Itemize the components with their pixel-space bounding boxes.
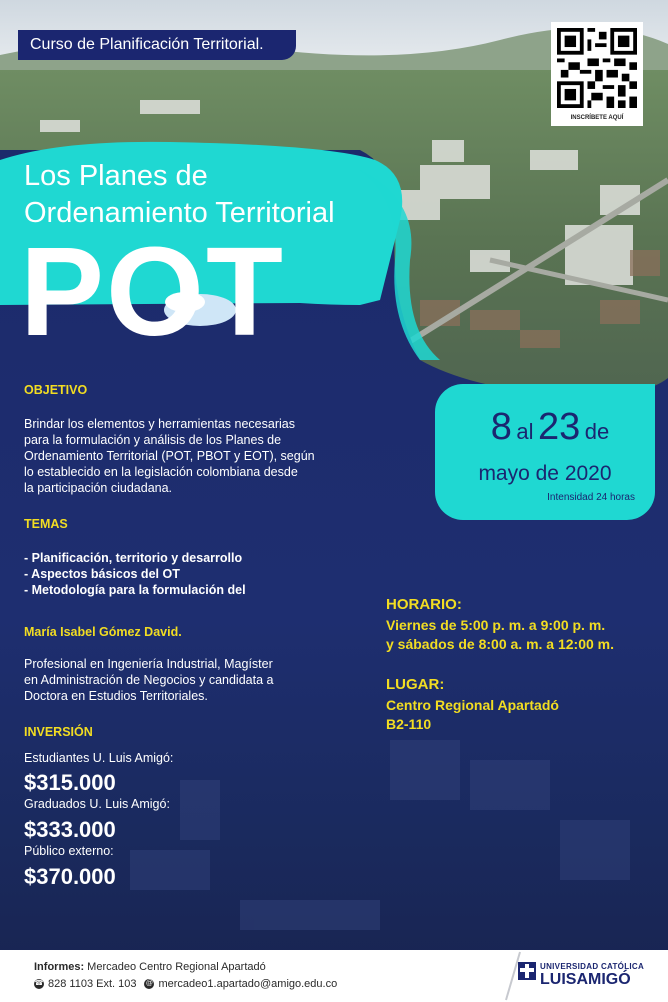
logo-main: LUISAMIGÓ [540,971,631,988]
title-line-2: Ordenamiento Territorial [24,197,335,229]
qr-code[interactable] [551,22,643,126]
schedule-line: y sábados de 8:00 a. m. a 12:00 m. [386,636,615,652]
speaker-bio-line: en Administración de Negocios y candidata a [24,673,274,687]
investment-price: $315.000 [24,770,116,795]
footer-phone[interactable]: 828 1103 Ext. 103 [48,978,137,990]
course-banner [18,30,296,60]
location-line: B2-110 [386,716,432,732]
location-text [386,696,559,734]
objective-line: Ordenamiento Territorial (POT, PBOT y EOT), según [24,449,315,463]
schedule-text [386,616,614,654]
date-suffix: de [584,419,610,444]
qr-caption: INSCRÍBETE AQUÍ [570,115,624,121]
date-intensity: Intensidad 24 horas [547,492,635,503]
objective-line: para la formulación y análisis de los Planes de [24,433,282,447]
date-end: 23 [537,406,581,448]
footer-email[interactable]: mercadeo1.apartado@amigo.edu.co [158,978,338,990]
logo-top: UNIVERSIDAD CATÓLICA [540,962,645,971]
objective-line: Brindar los elementos y herramientas necesarias [24,417,295,431]
logo-emblem-icon [518,962,536,980]
topic-item: - Metodología para la formulación del [24,583,246,597]
footer-info [34,961,266,973]
location-label: LUGAR: [386,676,445,693]
qr-icon [557,28,637,108]
email-icon: @ [145,980,154,987]
topic-item: - Planificación, territorio y desarrollo [24,551,243,565]
topics-list [24,550,344,598]
course-title: Curso de Planificación Territorial. [30,36,264,53]
date-connector: al [516,419,534,444]
investment-price: $370.000 [24,864,116,889]
phone-icon: ☎ [34,980,44,987]
schedule-label: HORARIO: [386,596,462,613]
speaker-name: María Isabel Gómez David. [24,625,182,639]
objective-text [24,416,344,496]
speaker-bio-line: Doctora en Estudios Territoriales. [24,689,208,703]
date-start: 8 [490,406,512,448]
investment-audience: Graduados U. Luis Amigó: [24,797,170,811]
title-acronym: POT [20,221,286,362]
topic-item: - Aspectos básicos del OT [24,567,180,581]
investment-audience: Público externo: [24,844,114,858]
footer-contacts [34,978,337,990]
investment-label: INVERSIÓN [24,725,93,739]
objective-label: OBJETIVO [24,383,88,397]
speaker-bio [24,656,344,704]
footer-info-label: Informes: [34,961,85,973]
date-badge [435,384,655,520]
investment-audience: Estudiantes U. Luis Amigó: [24,751,174,765]
topics-label: TEMAS [24,517,68,531]
speaker-bio-line: Profesional en Ingeniería Industrial, Magíster [24,657,273,671]
date-range [455,406,645,449]
schedule-line: Viernes de 5:00 p. m. a 9:00 p. m. [386,617,606,633]
objective-line: la participación ciudadana. [24,481,173,495]
footer-info-text: Mercadeo Centro Regional Apartadó [84,961,266,973]
university-logo [518,958,658,994]
location-line: Centro Regional Apartadó [386,697,559,713]
objective-line: lo establecido en la legislación colombiana desde [24,465,298,479]
title-line-1: Los Planes de [24,160,208,192]
investment-price: $333.000 [24,817,116,842]
date-month-year: mayo de 2020 [478,462,612,485]
